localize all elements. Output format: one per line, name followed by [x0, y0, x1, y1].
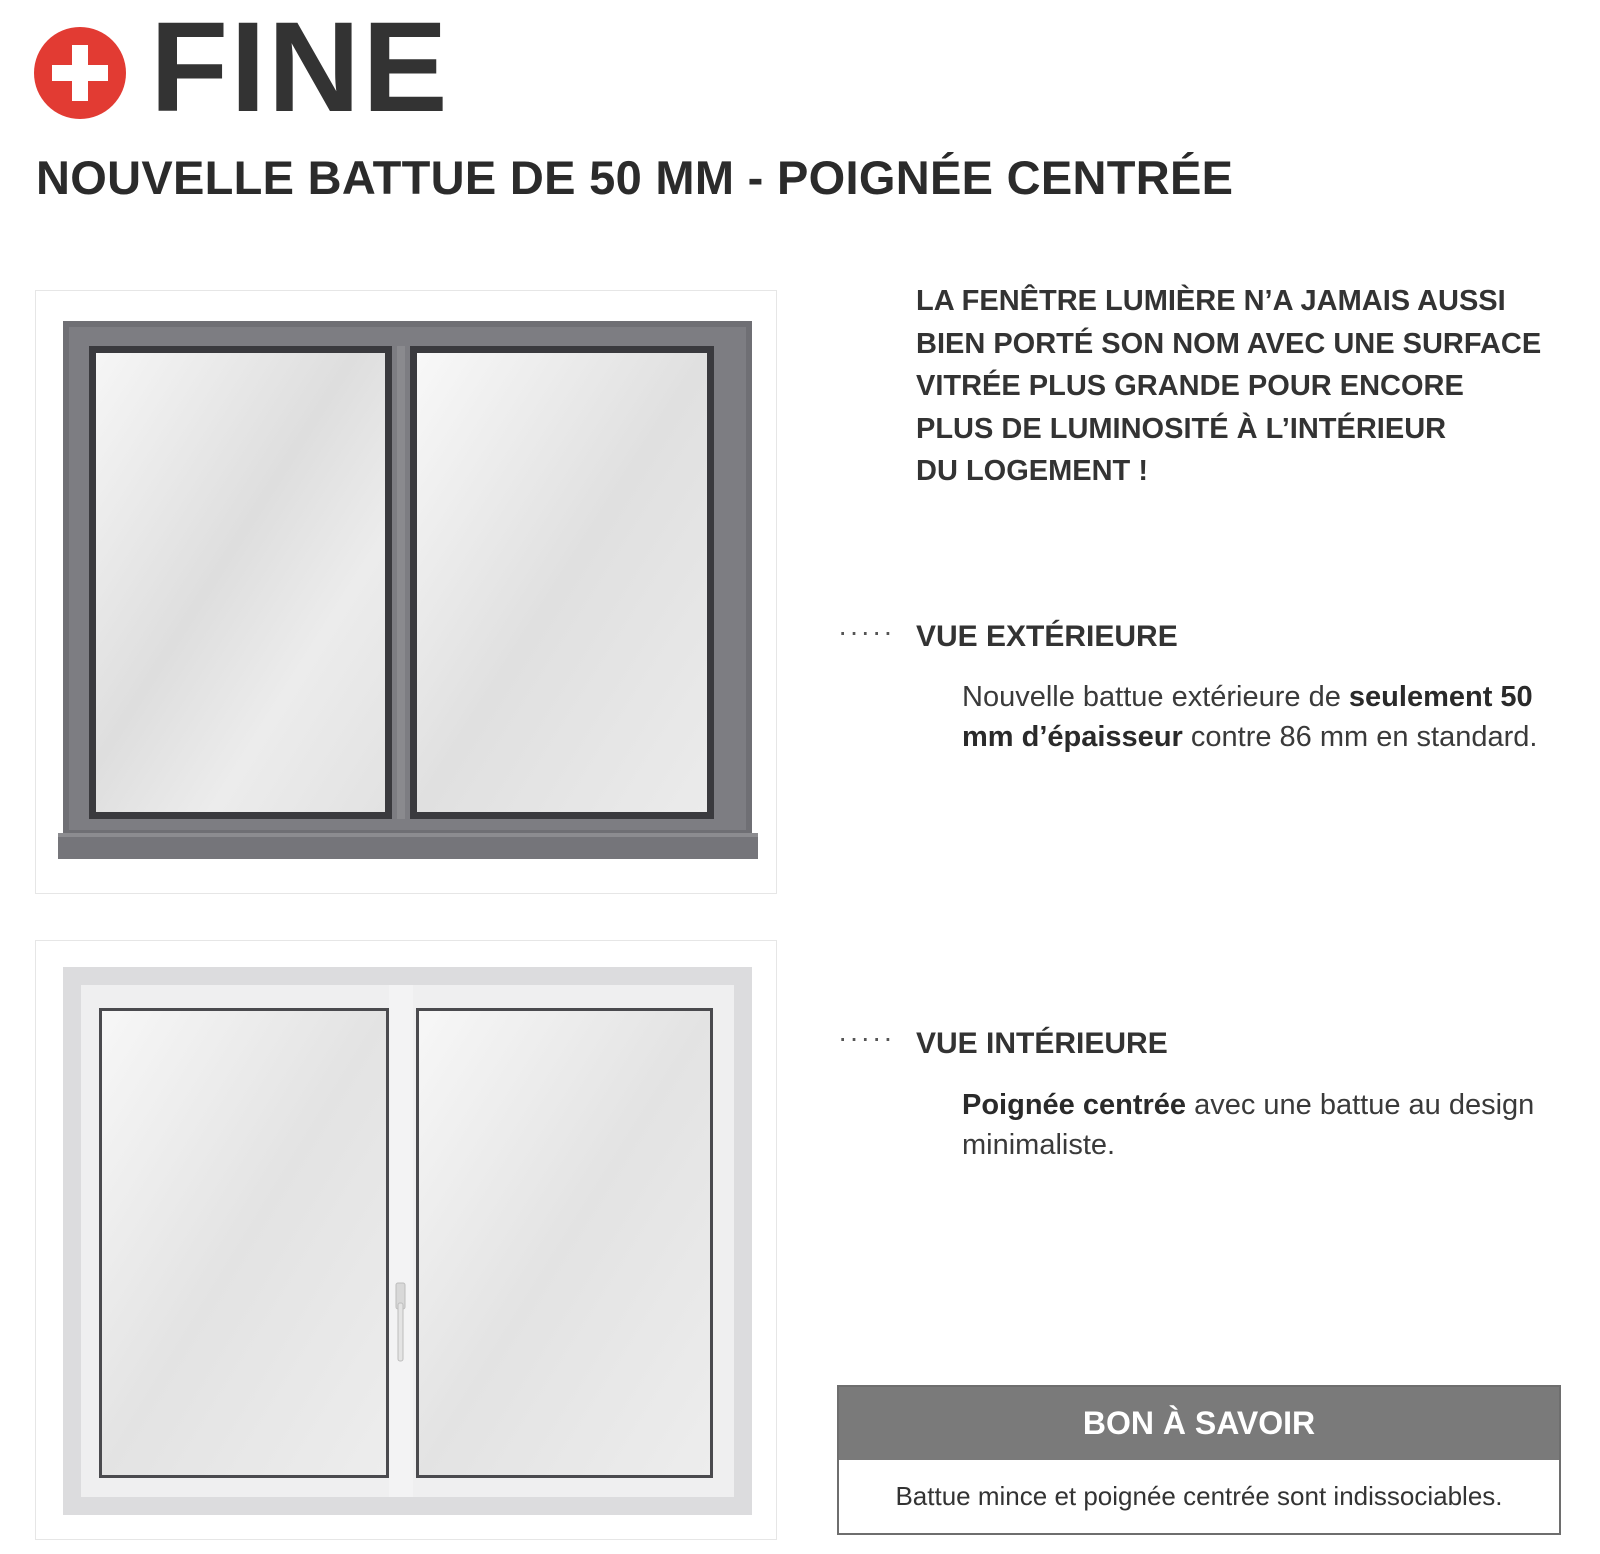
exterior-title: VUE EXTÉRIEURE — [916, 620, 1178, 653]
swiss-cross-icon — [34, 27, 126, 119]
intro-line: LA FENÊTRE LUMIÈRE N’A JAMAIS AUSSI — [916, 285, 1506, 317]
leader-dots: ····· — [838, 616, 895, 647]
exterior-window-image — [35, 290, 777, 894]
intro-text — [916, 280, 1566, 493]
page-subtitle: NOUVELLE BATTUE DE 50 MM - POIGNÉE CENTRÉE — [36, 151, 1234, 204]
exterior-description: Nouvelle battue extérieure de seulement 50 mm d’épaisseur contre 86 mm en standard. — [962, 681, 1538, 753]
interior-description: Poignée centrée avec une battue au design minimaliste. — [962, 1089, 1535, 1161]
leader-dots: ····· — [838, 1022, 895, 1053]
tip-box — [837, 1385, 1561, 1535]
brand-title: FINE — [150, 0, 450, 139]
intro-line: DU LOGEMENT ! — [916, 455, 1148, 487]
interior-title: VUE INTÉRIEURE — [916, 1027, 1168, 1060]
intro-line: BIEN PORTÉ SON NOM AVEC UNE SURFACE — [916, 327, 1542, 360]
interior-window-image — [35, 940, 777, 1540]
intro-line: PLUS DE LUMINOSITÉ À L’INTÉRIEUR — [916, 412, 1447, 445]
intro-line: VITRÉE PLUS GRANDE POUR ENCORE — [916, 370, 1464, 402]
tip-title: BON À SAVOIR — [839, 1387, 1559, 1460]
tip-text: Battue mince et poignée centrée sont indissociables. — [895, 1481, 1503, 1511]
